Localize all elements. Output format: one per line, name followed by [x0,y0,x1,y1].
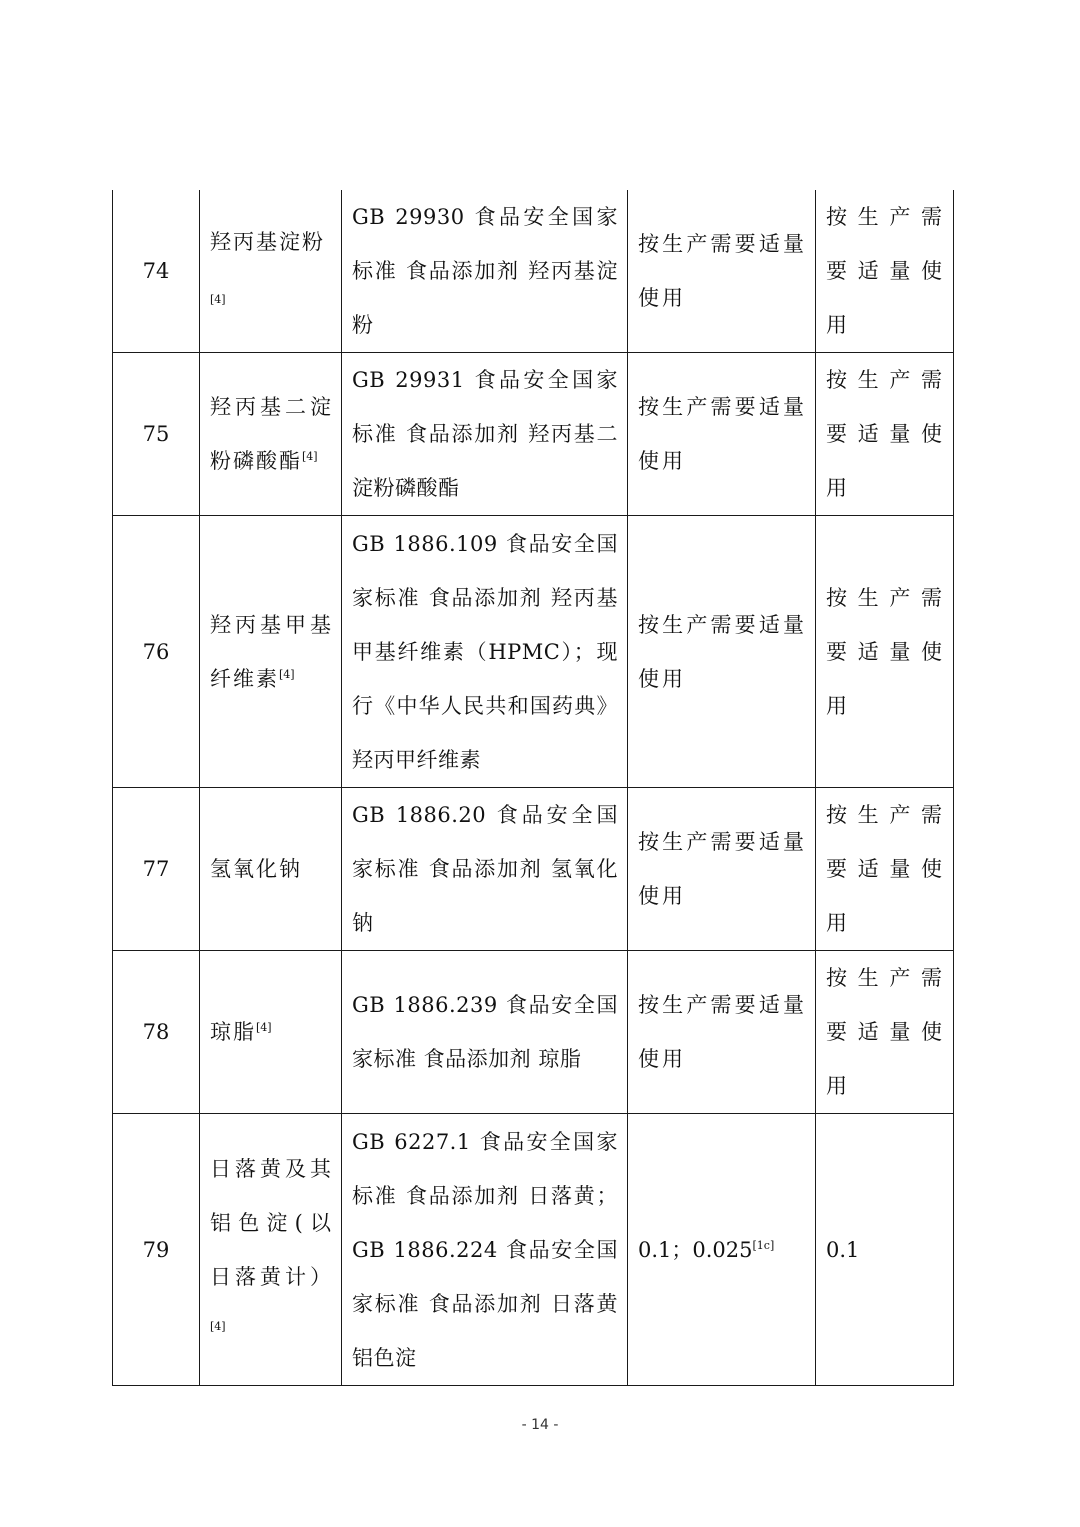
reference-note: [4] [210,293,226,306]
additive-name: 羟丙基淀粉 [210,230,325,254]
additive-name: 羟丙基二淀粉磷酸酯 [210,395,333,473]
max-amount-cell [816,353,954,516]
usage-amount-cell [628,788,816,951]
quality-standard: GB 1886.109 食品安全国家标准 食品添加剂 羟丙基甲基纤维素（HPMC）；现行《中华人民共和国药典》 羟丙甲纤维素 [352,531,618,772]
table-row [113,190,954,353]
row-number-cell [113,190,200,353]
quality-standard: GB 6227.1 食品安全国家标准 食品添加剂 日落黄；GB 1886.224 食品安全国家标准 食品添加剂 日落黄铝色淀 [352,1129,618,1370]
additive-name: 羟丙基甲基纤维素 [210,612,333,691]
row-number-cell [113,788,200,951]
usage-amount: 按生产需要适量使用 [638,612,807,691]
max-amount: 按生产需要适量使用 [826,585,945,718]
reference-note: [1c] [752,1238,775,1252]
usage-amount: 0.1；0.025 [638,1237,753,1262]
row-number-cell [113,951,200,1114]
additive-name: 日落黄及其铝色淀(以日落黄计） [210,1156,333,1289]
additive-name-cell [200,1114,342,1386]
table-row [113,951,954,1114]
table-row [113,353,954,516]
reference-note: [4] [279,667,295,681]
usage-amount-cell [628,353,816,516]
additive-name: 氢氧化钠 [210,857,302,881]
quality-standard: GB 29930 食品安全国家标准 食品添加剂 羟丙基淀粉 [352,205,618,337]
quality-standard-cell [342,516,628,788]
row-number: 79 [142,1237,170,1262]
row-number: 78 [142,1020,170,1044]
usage-amount-cell [628,1114,816,1386]
quality-standard-cell [342,951,628,1114]
additive-name-cell [200,353,342,516]
usage-amount: 按生产需要适量使用 [638,993,807,1071]
max-amount: 按生产需要适量使用 [826,966,945,1098]
max-amount: 按生产需要适量使用 [826,803,945,935]
quality-standard-cell [342,190,628,353]
page-number: - 14 - [521,1417,559,1433]
max-amount-cell [816,190,954,353]
quality-standard: GB 1886.20 食品安全国家标准 食品添加剂 氢氧化钠 [352,803,618,935]
row-number: 77 [142,857,170,881]
additive-spec-table [112,190,954,1386]
table-row [113,788,954,951]
additive-name-cell [200,190,342,353]
row-number-cell [113,516,200,788]
additive-name: 琼脂 [210,1020,256,1044]
additive-name-cell [200,788,342,951]
quality-standard-cell [342,353,628,516]
quality-standard: GB 1886.239 食品安全国家标准 食品添加剂 琼脂 [352,993,618,1071]
max-amount: 0.1 [826,1237,860,1262]
usage-amount-cell [628,190,816,353]
row-number: 75 [142,422,170,446]
additive-name-cell [200,516,342,788]
row-number: 76 [142,639,170,664]
usage-amount-cell [628,951,816,1114]
row-number-cell [113,1114,200,1386]
quality-standard: GB 29931 食品安全国家标准 食品添加剂 羟丙基二淀粉磷酸酯 [352,368,618,500]
table-row [113,1114,954,1386]
max-amount-cell [816,516,954,788]
max-amount-cell [816,1114,954,1386]
row-number: 74 [142,259,170,283]
usage-amount-cell [628,516,816,788]
reference-note: [4] [210,1319,226,1333]
usage-amount: 按生产需要适量使用 [638,395,807,473]
usage-amount: 按生产需要适量使用 [638,232,807,310]
max-amount-cell [816,951,954,1114]
max-amount: 按生产需要适量使用 [826,368,945,500]
usage-amount: 按生产需要适量使用 [638,830,807,908]
max-amount-cell [816,788,954,951]
additive-name-cell [200,951,342,1114]
quality-standard-cell [342,788,628,951]
max-amount: 按生产需要适量使用 [826,205,945,337]
row-number-cell [113,353,200,516]
reference-note: [4] [256,1021,272,1034]
quality-standard-cell [342,1114,628,1386]
table-row [113,516,954,788]
reference-note: [4] [302,450,318,463]
